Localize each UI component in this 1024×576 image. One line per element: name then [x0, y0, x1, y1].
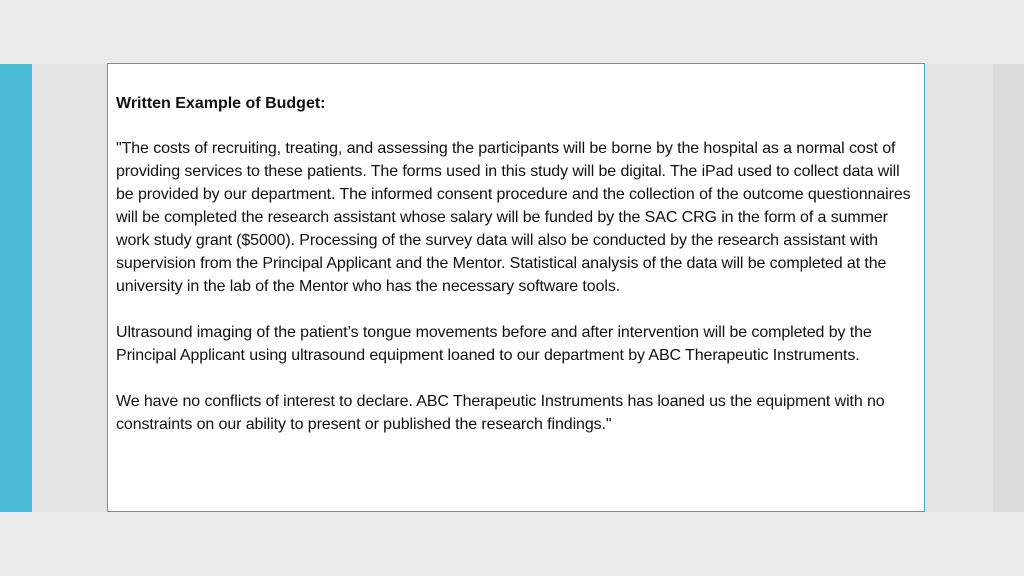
right-accent-bar — [993, 64, 1024, 512]
content-text-box — [107, 63, 925, 512]
left-accent-bar — [0, 64, 32, 512]
slide-heading: Written Example of Budget: — [116, 95, 326, 112]
budget-paragraph-1: "The costs of recruiting, treating, and assessing the participants will be borne by the hospital as a normal cost of providing services to these patients. The forms used in this study will be digital. The iPad used to collect data will be provided by our department. The informed consent procedure and the collection of the outcome questionnaires will be completed the research assistant whose salary will be funded by the SAC CRG in the form of a summer work study grant ($5000). Processing of the survey data will also be conducted by the research assistant with supervision from the Principal Applicant and the Mentor. Statistical analysis of the data will be completed at the university in the lab of the Mentor who has the necessary software tools. — [116, 140, 911, 295]
budget-paragraph-2: Ultrasound imaging of the patient’s tongue movements before and after intervention will be completed by the Principal Applicant using ultrasound equipment loaned to our department by ABC Therapeutic Instruments. — [116, 324, 872, 364]
budget-paragraph-3: We have no conflicts of interest to declare. ABC Therapeutic Instruments has loaned us the equipment with no constraints on our ability to present or published the research findings." — [116, 393, 885, 433]
